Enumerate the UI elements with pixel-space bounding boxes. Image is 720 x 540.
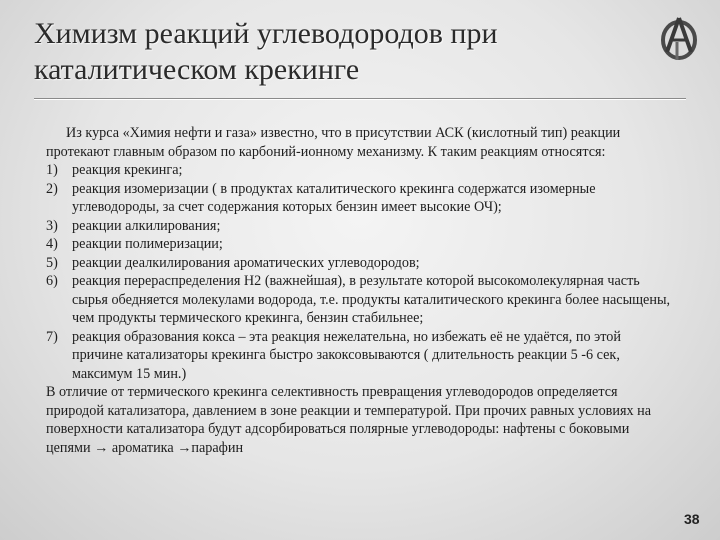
- list-item-number: 3): [46, 217, 58, 234]
- page-number: 38: [684, 511, 700, 527]
- list-item: [46, 180, 672, 217]
- list-item-text: реакции полимеризации;: [72, 236, 223, 252]
- list-item-text: реакция образования кокса – эта реакция нежелательна, но избежать её не удаётся, по этой причине катализаторы крекинга быстро закоксовываются ( длительность реакции 5 -6 сек, максимум 15 мин.): [72, 328, 621, 382]
- list-item-number: 2): [46, 180, 58, 197]
- list-item: [46, 254, 672, 273]
- slide-body: [46, 124, 672, 457]
- reaction-list: [46, 161, 672, 383]
- list-item-text: реакции деалкилирования ароматических углеводородов;: [72, 254, 420, 271]
- intro-paragraph: Из курса «Химия нефти и газа» известно, что в присутствии АСК (кислотный тип) реакции протекают главным образом по карбоний-ионному механизму. К таким реакциям относятся:: [46, 125, 621, 160]
- list-item-number: 5): [46, 254, 58, 271]
- list-item: [46, 235, 672, 254]
- stylized-a-monogram-logo-icon: [656, 12, 702, 64]
- list-item-number: 4): [46, 236, 58, 252]
- list-item: [46, 217, 672, 236]
- list-item-number: 7): [46, 328, 58, 345]
- list-item: [46, 328, 672, 384]
- list-item: [46, 272, 672, 328]
- conclusion-paragraph: В отличие от термического крекинга селективность превращения углеводородов определяется природой катализатора, давлением в зоне реакции и температурой. При прочих равных условиях на поверхности катализатора будут адсорбироваться полярные углеводороды: нафтены с боковыми цепями → ароматика →парафин: [46, 384, 652, 456]
- list-item-text: реакция изомеризации ( в продуктах каталитического крекинга содержатся изомерные углеводороды, за счет содержания которых бензин имеет высокие ОЧ);: [72, 180, 596, 215]
- list-item-number: 6): [46, 273, 58, 289]
- list-item: [46, 161, 672, 180]
- list-item-text: реакции алкилирования;: [72, 217, 221, 234]
- list-item-text: реакция перераспределения Н2 (важнейшая), в результате которой высокомолекулярная часть сырья обедняется молекулами водорода, т.е. продукты каталитического крекинга более насыщены, чем продукты термического крекинга, бензин стабильнее;: [72, 273, 671, 326]
- list-item-number: 1): [46, 162, 58, 178]
- title-divider: [34, 98, 686, 99]
- list-item-text: реакция крекинга;: [72, 162, 183, 178]
- slide-title: Химизм реакций углеводородов при каталитическом крекинге: [34, 17, 498, 86]
